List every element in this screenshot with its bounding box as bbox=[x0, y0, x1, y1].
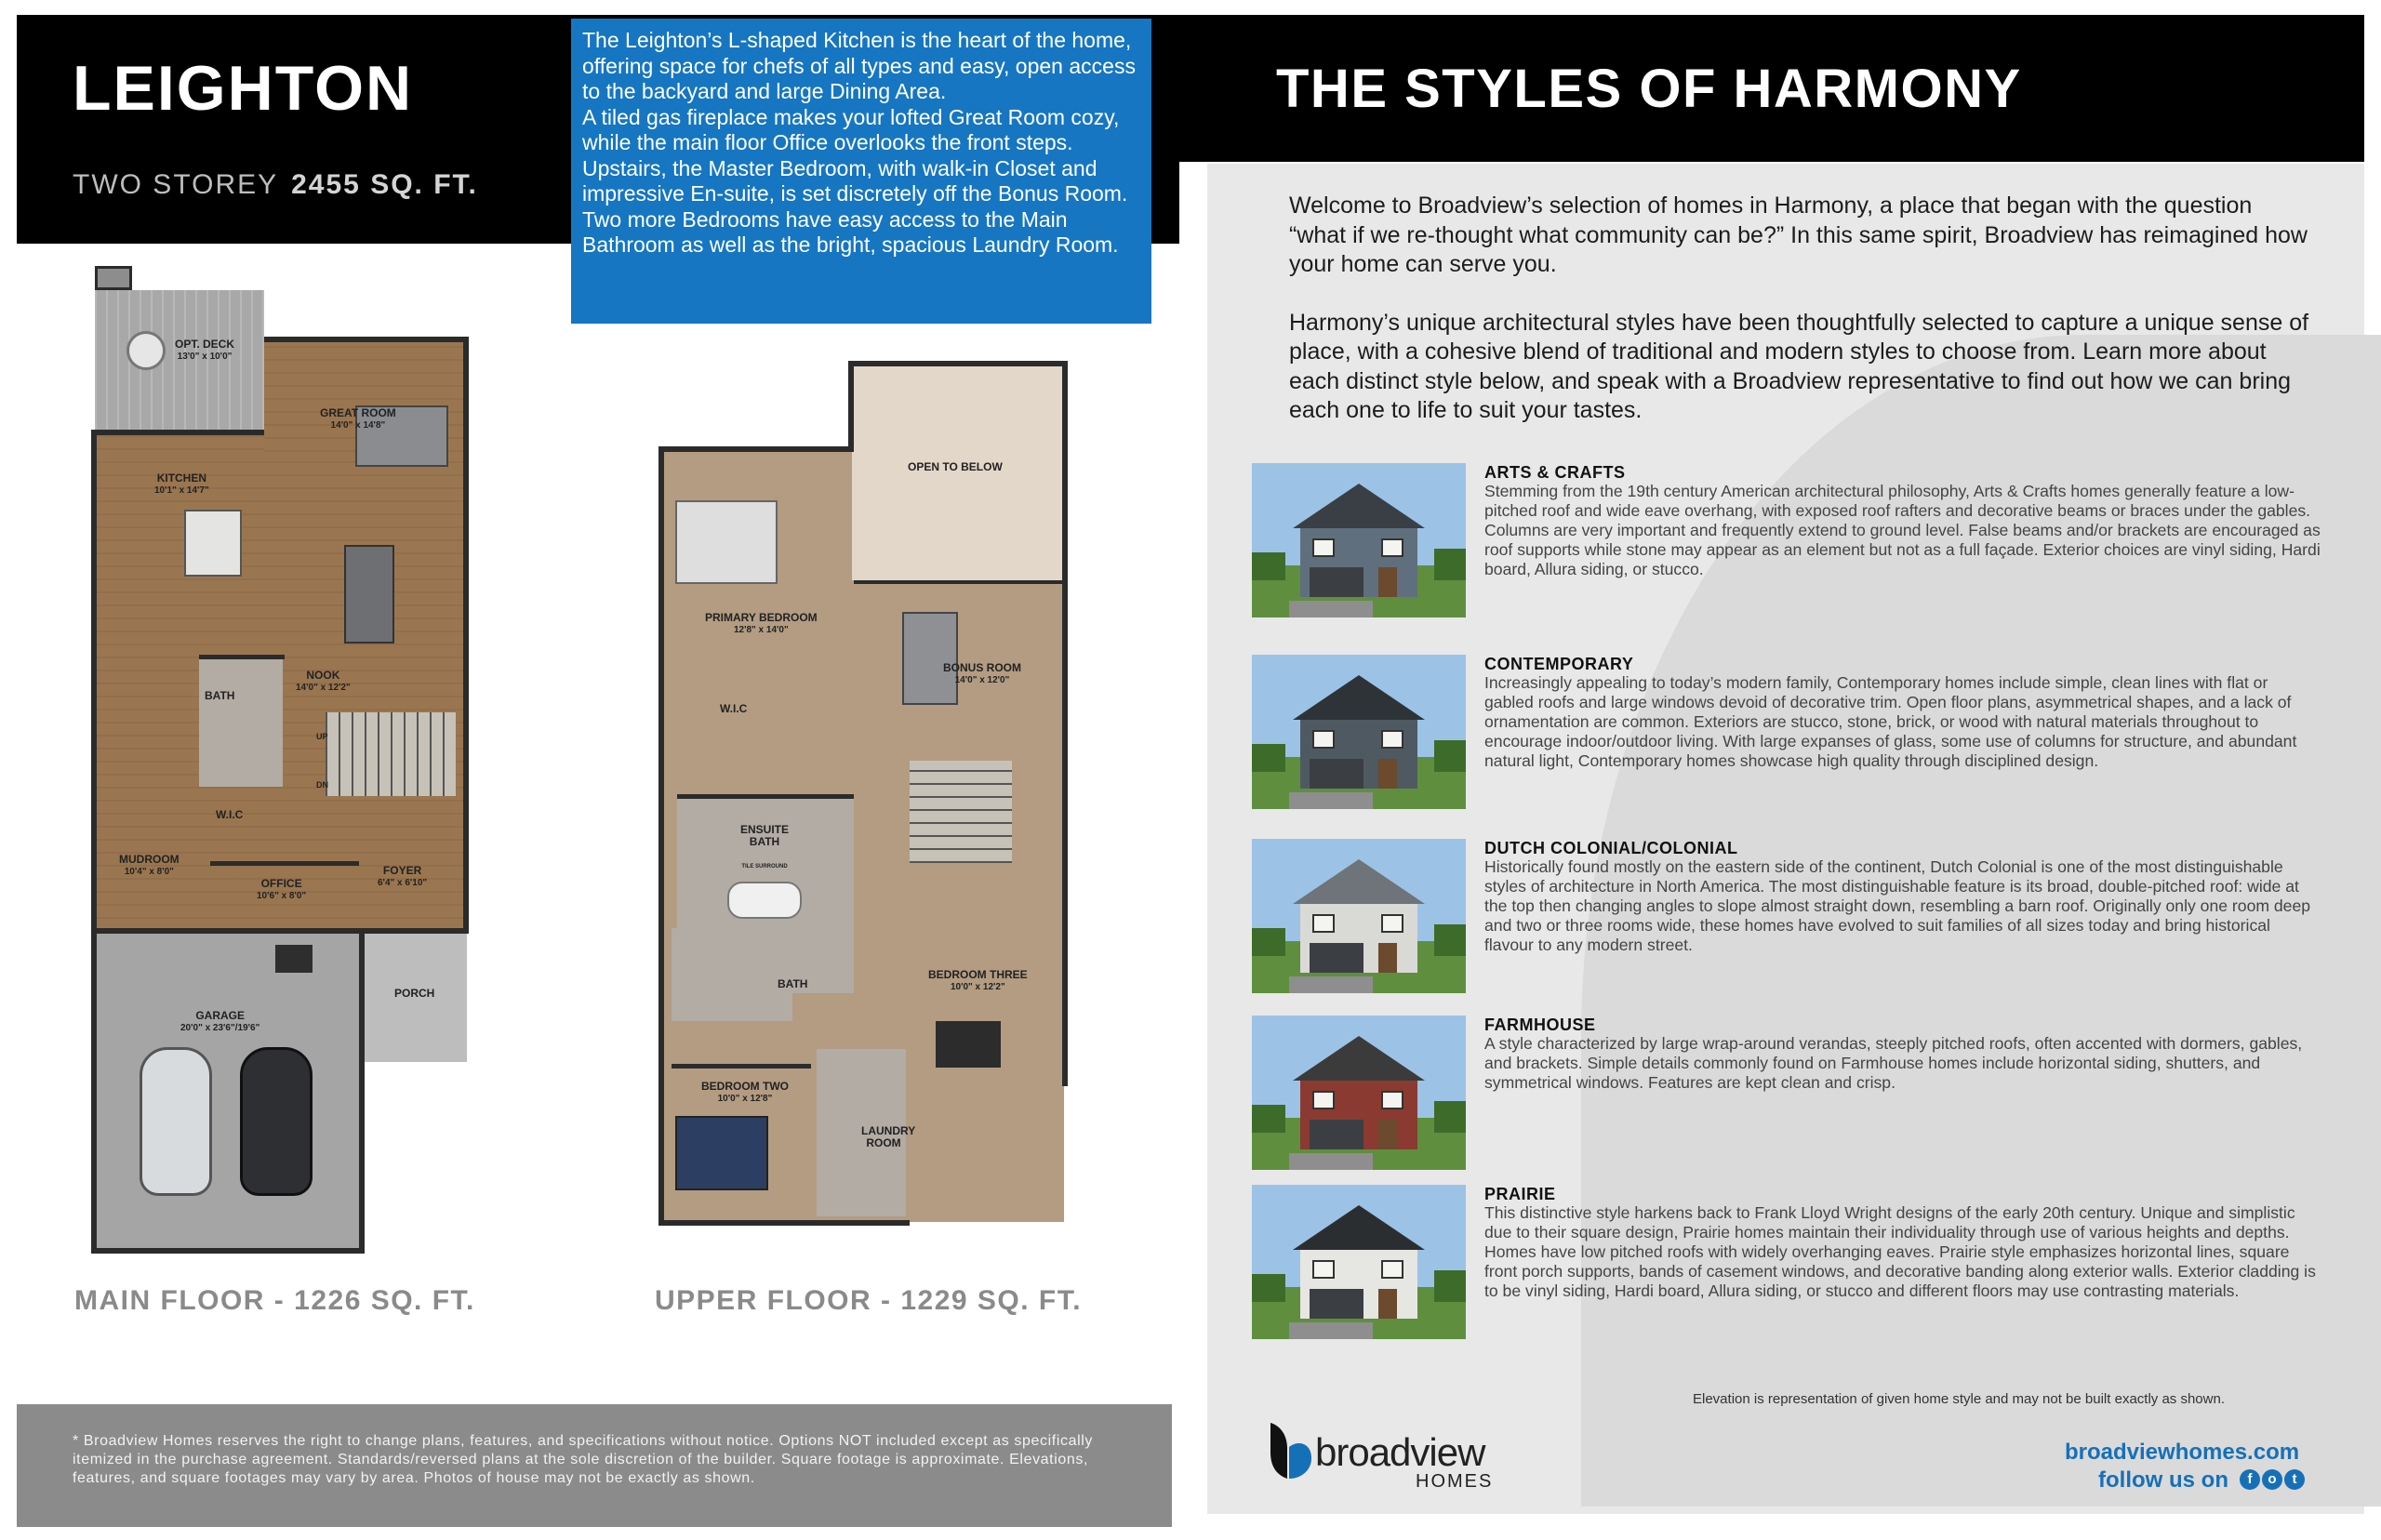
office-desk bbox=[275, 945, 313, 973]
room-label-open-to-below: OPEN TO BELOW bbox=[908, 460, 1003, 473]
follow-us-label: follow us on bbox=[2098, 1467, 2228, 1493]
description-paragraph: The Leighton’s L-shaped Kitchen is the heart of the home, offering space for chefs of all types and easy, open access to the backyard and large Dining Area. bbox=[582, 28, 1136, 103]
deck-table bbox=[126, 331, 166, 370]
room-label-ensuite: ENSUITE BATH TILE SURROUND bbox=[739, 823, 789, 870]
website-link[interactable]: broadviewhomes.com bbox=[2065, 1440, 2300, 1465]
style-text bbox=[1484, 839, 2321, 955]
room-label-bath: BATH bbox=[205, 689, 235, 702]
wall bbox=[91, 430, 97, 1254]
sofa-bonus bbox=[902, 612, 958, 705]
garage-floor bbox=[95, 932, 363, 1250]
wall bbox=[658, 446, 664, 1224]
room-label-bath-upper: BATH bbox=[778, 977, 808, 990]
style-description: This distinctive style harkens back to Frank Lloyd Wright designs of the early 20th century. Unique and simplistic due to their square design, Prairie homes maintain their individuality through use of various heights and depths. Homes have low pitched roofs with widely overhanging eaves. Prairie style emphasizes horizontal lines, square front porch supports, bands of casement windows, and decorative banding along exterior walls. Exterior cladding is to be vinyl siding, Hardi board, Allura siding, or stucco and different floors may use contrasting materials. bbox=[1484, 1203, 2316, 1300]
wall bbox=[264, 337, 469, 342]
model-type: TWO STOREY bbox=[73, 169, 279, 200]
styles-intro bbox=[1289, 192, 2312, 426]
model-subtitle bbox=[73, 169, 478, 201]
wall bbox=[463, 339, 469, 934]
styles-title: THE STYLES OF HARMONY bbox=[1276, 59, 2022, 119]
wall bbox=[91, 928, 469, 934]
wall bbox=[359, 928, 365, 1252]
stair-down-label: DN bbox=[316, 780, 328, 790]
wall bbox=[848, 361, 854, 450]
style-name: DUTCH COLONIAL/COLONIAL bbox=[1484, 839, 1738, 857]
intro-paragraph: Welcome to Broadview’s selection of homes in Harmony, a place that began with the question “what if we re-thought what community can be?” In this same spirit, Broadview has reimagined how your home can serve you. bbox=[1289, 192, 2308, 277]
wall bbox=[848, 361, 1068, 366]
room-label-primary-bedroom: PRIMARY BEDROOM 12'8" x 14'0" bbox=[705, 611, 818, 635]
room-label-bedroom-two: BEDROOM TWO 10'0" x 12'8" bbox=[701, 1080, 789, 1104]
room-label-great-room: GREAT ROOM 14'0" x 14'8" bbox=[320, 406, 396, 431]
kitchen-island bbox=[184, 510, 242, 577]
chimney bbox=[95, 266, 132, 290]
wall bbox=[91, 430, 264, 435]
desk-three bbox=[936, 1021, 1001, 1068]
upper-stairs bbox=[910, 761, 1012, 863]
style-house-image bbox=[1252, 655, 1466, 809]
bath-floor bbox=[199, 657, 283, 787]
style-name: ARTS & CRAFTS bbox=[1484, 463, 1626, 482]
room-label-porch: PORCH bbox=[394, 987, 435, 1000]
broadview-logo bbox=[1267, 1417, 1509, 1492]
instagram-icon[interactable]: o bbox=[2262, 1469, 2282, 1490]
room-label-kitchen: KITCHEN 10'1" x 14'7" bbox=[154, 471, 209, 496]
room-label-nook: NOOK 14'0" x 12'2" bbox=[296, 669, 351, 693]
disclaimer-box bbox=[17, 1404, 1172, 1527]
style-text bbox=[1484, 655, 2321, 771]
wall bbox=[658, 1220, 910, 1226]
style-name: FARMHOUSE bbox=[1484, 1016, 1596, 1034]
bed-two bbox=[675, 1116, 768, 1190]
style-house-image bbox=[1252, 839, 1466, 993]
car-black bbox=[240, 1047, 313, 1196]
room-label-deck: OPT. DECK 13'0" x 10'0" bbox=[175, 338, 235, 362]
style-description: Increasingly appealing to today’s modern family, Contemporary homes include simple, clean lines with flat or gabled roofs and large windows devoid of decorative trim. Open floor plans, asymmetrical shapes, and a lack of ornamentation are common. Exteriors are stucco, stone, brick, or wood with natural materials throughout to encourage indoor/outdoor living. With large expanses of glass, some use of columns for structure, and abundant natural light, Contemporary homes showcase high quality through disciplined design. bbox=[1484, 673, 2297, 770]
room-label-mudroom: MUDROOM 10'4" x 8'0" bbox=[119, 853, 180, 877]
style-house-image bbox=[1252, 1016, 1466, 1170]
stair-up-label: UP bbox=[316, 732, 328, 741]
description-paragraph: A tiled gas fireplace makes your lofted Great Room cozy, while the main floor Office overlooks the front steps. bbox=[582, 104, 1120, 154]
style-description: Historically found mostly on the eastern side of the continent, Dutch Colonial is one of the most distinguishable styles of architecture in North America. The most distinguishable feature is its broad, double-pitched roof: wide at the top then changing angles to slope almost straight down, resembling a barn roof. Originally only one room deep and two or three rooms wide, these homes have evolved to suit families of all sizes today and bring historical flavour to any modern street. bbox=[1484, 857, 2311, 954]
upper-floor-label: UPPER FLOOR - 1229 SQ. FT. bbox=[655, 1285, 1083, 1316]
style-name: CONTEMPORARY bbox=[1484, 655, 1634, 673]
room-label-laundry: LAUNDRY ROOM bbox=[861, 1124, 916, 1149]
style-description: A style characterized by large wrap-around verandas, steeply pitched roofs, often accented with dormers, gables, and brackets. Simple details commonly found on Farmhouse homes include horizontal siding, shutters, and symmetrical windows. Features are kept clean and crisp. bbox=[1484, 1034, 2303, 1092]
wall bbox=[91, 1248, 365, 1254]
twitter-icon[interactable]: t bbox=[2284, 1469, 2305, 1490]
room-label-office: OFFICE 10'6" x 8'0" bbox=[257, 877, 307, 901]
dining-table bbox=[344, 545, 394, 644]
facebook-icon[interactable]: f bbox=[2240, 1469, 2260, 1490]
style-text bbox=[1484, 1016, 2321, 1093]
room-label-wic: W.I.C bbox=[216, 808, 244, 821]
style-house-image bbox=[1252, 463, 1466, 617]
wall bbox=[210, 861, 359, 866]
room-label-foyer: FOYER 6'4" x 6'10" bbox=[378, 864, 428, 888]
leaf-logo-icon bbox=[1267, 1421, 1313, 1480]
bathtub bbox=[727, 882, 802, 919]
description-paragraph: Upstairs, the Master Bedroom, with walk-in Closet and impressive En-suite, is set discretely off the Bonus Room. Two more Bedrooms have easy access to the Main Bathroom as well as the bright, spacious Laundry Room. bbox=[582, 155, 1128, 257]
style-name: PRAIRIE bbox=[1484, 1185, 1556, 1203]
room-label-wic-upper: W.I.C bbox=[720, 702, 748, 715]
wall bbox=[854, 580, 1062, 584]
main-floor-label: MAIN FLOOR - 1226 SQ. FT. bbox=[74, 1285, 475, 1316]
model-size: 2455 SQ. FT. bbox=[291, 169, 478, 200]
elevation-note: Elevation is representation of given home style and may not be built exactly as shown. bbox=[1693, 1391, 2225, 1407]
model-description bbox=[571, 19, 1151, 324]
wall bbox=[672, 1064, 811, 1069]
wall bbox=[1062, 361, 1068, 1086]
main-floor-plan bbox=[89, 266, 499, 1255]
car-silver bbox=[140, 1047, 212, 1196]
brand-name: broadview bbox=[1315, 1430, 1485, 1474]
intro-paragraph: Harmony’s unique architectural styles have been thoughtfully selected to capture a unique sense of place, with a cohesive blend of traditional and modern styles to choose from. Learn more about each distinct style below, and speak with a Broadview representative to find out how we can bring each one to life to suit your tastes. bbox=[1289, 309, 2309, 423]
model-name: LEIGHTON bbox=[73, 53, 414, 124]
bed-primary bbox=[675, 500, 778, 584]
upper-floor-plan bbox=[658, 361, 1068, 1228]
room-label-bonus-room: BONUS ROOM 14'0" x 12'0" bbox=[943, 661, 1021, 685]
room-label-garage: GARAGE 20'0" x 23'6"/19'6" bbox=[180, 1009, 260, 1033]
style-text bbox=[1484, 1185, 2321, 1301]
disclaimer-text: * Broadview Homes reserves the right to change plans, features, and specifications without notice. Options NOT included except as specifically itemized in the purchase agreement. Standards/reversed plans at the sole discretion of the builder. Square footage is approximate. Elevations, features, and square footages may vary by area. Photos of house may not be exactly as shown. bbox=[73, 1433, 1093, 1486]
style-house-image bbox=[1252, 1185, 1466, 1339]
bath-floor-upper bbox=[672, 928, 792, 1021]
style-description: Stemming from the 19th century American architectural philosophy, Arts & Crafts homes generally feature a low-pitched roof and wide eave overhang, with exposed roof rafters and decorative beams or braces under the gables. Columns are very important and frequently extend to ground level. False beams and/or brackets are encouraged as roof supports while stone may appear as an element but not as a full façade. Exterior choices are vinyl siding, Hardi board, Allura siding, or stucco. bbox=[1484, 482, 2321, 578]
wall bbox=[199, 655, 285, 659]
wall bbox=[658, 446, 854, 452]
stairs bbox=[326, 712, 456, 796]
style-text bbox=[1484, 463, 2321, 579]
wall bbox=[677, 794, 854, 799]
room-label-bedroom-three: BEDROOM THREE 10'0" x 12'2" bbox=[928, 968, 1028, 992]
brand-sub: HOMES bbox=[1416, 1471, 1494, 1492]
